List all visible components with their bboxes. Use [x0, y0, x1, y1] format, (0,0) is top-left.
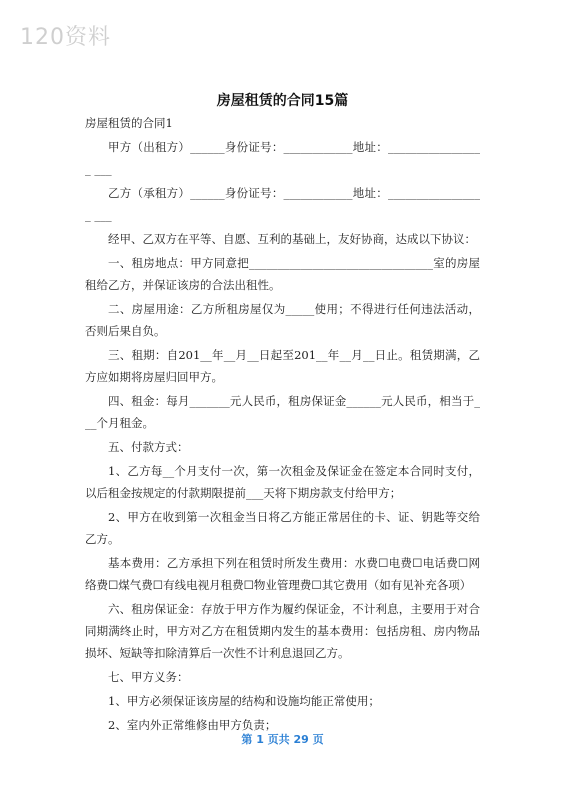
paragraph-party-a: 甲方（出租方）______身份证号：____________地址：_________________ ___: [85, 140, 480, 176]
paragraph-obligation-2: 2、室内外正常维修由甲方负责；: [108, 718, 277, 732]
paragraph-term: 三、租期：自201__年__月__日起至201__年__月__日止。租赁期满，乙方应如期将房屋归回甲方。: [85, 348, 480, 384]
paragraph-basic-fees: 基本费用：乙方承担下列在租赁时所发生费用：水费☐电费☐电话费☐网络费☐煤气费☐有线电视月租费☐物业管理费☐其它费用（如有见补充各项）: [85, 556, 480, 592]
paragraph-rent: 四、租金：每月_______元人民币，租房保证金______元人民币，相当于___个月租金。: [85, 394, 480, 430]
paragraph-obligation-1: 1、甲方必须保证该房屋的结构和设施均能正常使用；: [108, 694, 380, 708]
paragraph-obligations-heading: 七、甲方义务：: [108, 670, 189, 684]
paragraph-payment-heading: 五、付款方式：: [108, 440, 189, 454]
paragraph-payment-2: 2、甲方在收到第一次租金当日将乙方能正常居住的卡、证、钥匙等交给乙方。: [85, 510, 480, 546]
page-number: 第 1 页共 29 页: [241, 733, 324, 746]
paragraph-agreement: 经甲、乙双方在平等、自愿、互利的基础上，友好协商，达成以下协议：: [108, 232, 476, 246]
paragraph-party-b: 乙方（承租方）______身份证号：____________地址：_________________ ___: [85, 186, 480, 222]
paragraph-usage: 二、房屋用途：乙方所租房屋仅为_____使用；不得进行任何违法活动，否则后果自负。: [85, 302, 480, 338]
paragraph-payment-1: 1、乙方每__个月支付一次，第一次租金及保证金在签定本合同时支付，以后租金按规定的付款期限提前___天将下期房款支付给甲方；: [85, 464, 480, 500]
document-title: 房屋租赁的合同15篇: [216, 93, 349, 109]
watermark-logo: 120资料: [20, 25, 111, 50]
document-subtitle: 房屋租赁的合同1: [85, 116, 173, 130]
paragraph-deposit: 六、租房保证金：存放于甲方作为履约保证金，不计利息，主要用于对合同期满终止时，甲方对乙方在租赁期内发生的基本费用：包括房租、房内物品损坏、短缺等扣除清算后一次性不计利息退回乙方。: [85, 602, 480, 660]
paragraph-location: 一、租房地点：甲方同意把________________________________室的房屋租给乙方，并保证该房的合法出租性。: [85, 256, 480, 292]
document-body: [85, 112, 480, 738]
